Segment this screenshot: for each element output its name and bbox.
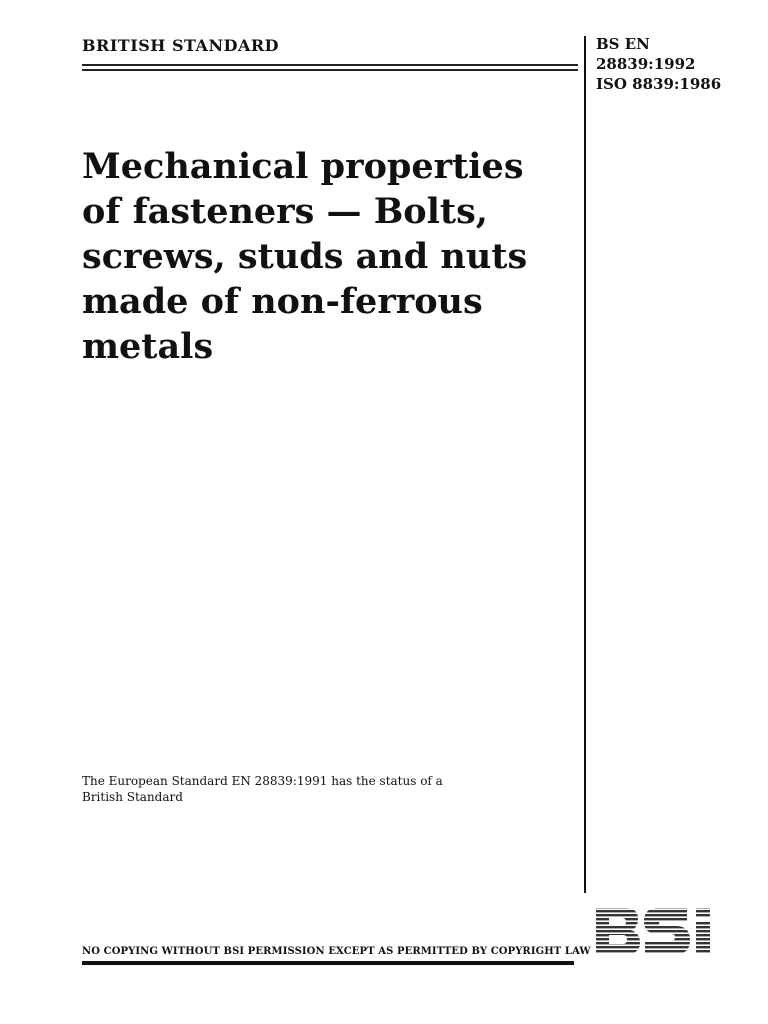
bsi-logo xyxy=(592,906,736,956)
standard-number-en-year: 28839:1992 xyxy=(596,55,696,73)
bsi-logo-letter-i-dot xyxy=(696,908,710,918)
status-note xyxy=(82,773,482,805)
bsi-logo-letter-b xyxy=(596,908,640,954)
document-type-label: BRITISH STANDARD xyxy=(82,36,280,55)
standard-numbers xyxy=(596,34,721,94)
document-title: Mechanical properties of fasteners — Bolts, screws, studs and nuts made of non-ferrous metals xyxy=(82,146,528,367)
vertical-divider xyxy=(584,36,586,893)
status-note-line-2: British Standard xyxy=(82,790,183,804)
bsi-logo-letter-s xyxy=(644,908,690,954)
standard-number-iso: ISO 8839:1986 xyxy=(596,75,722,93)
copyright-notice: NO COPYING WITHOUT BSI PERMISSION EXCEPT AS PERMITTED BY COPYRIGHT LAW xyxy=(82,946,591,957)
header-double-rule xyxy=(82,64,578,71)
standard-number-bs-en: BS EN xyxy=(596,35,650,53)
status-note-line-1: The European Standard EN 28839:1991 has the status of a xyxy=(82,774,443,788)
footer-rule xyxy=(82,961,574,965)
bsi-logo-letter-i-stem xyxy=(696,922,710,954)
